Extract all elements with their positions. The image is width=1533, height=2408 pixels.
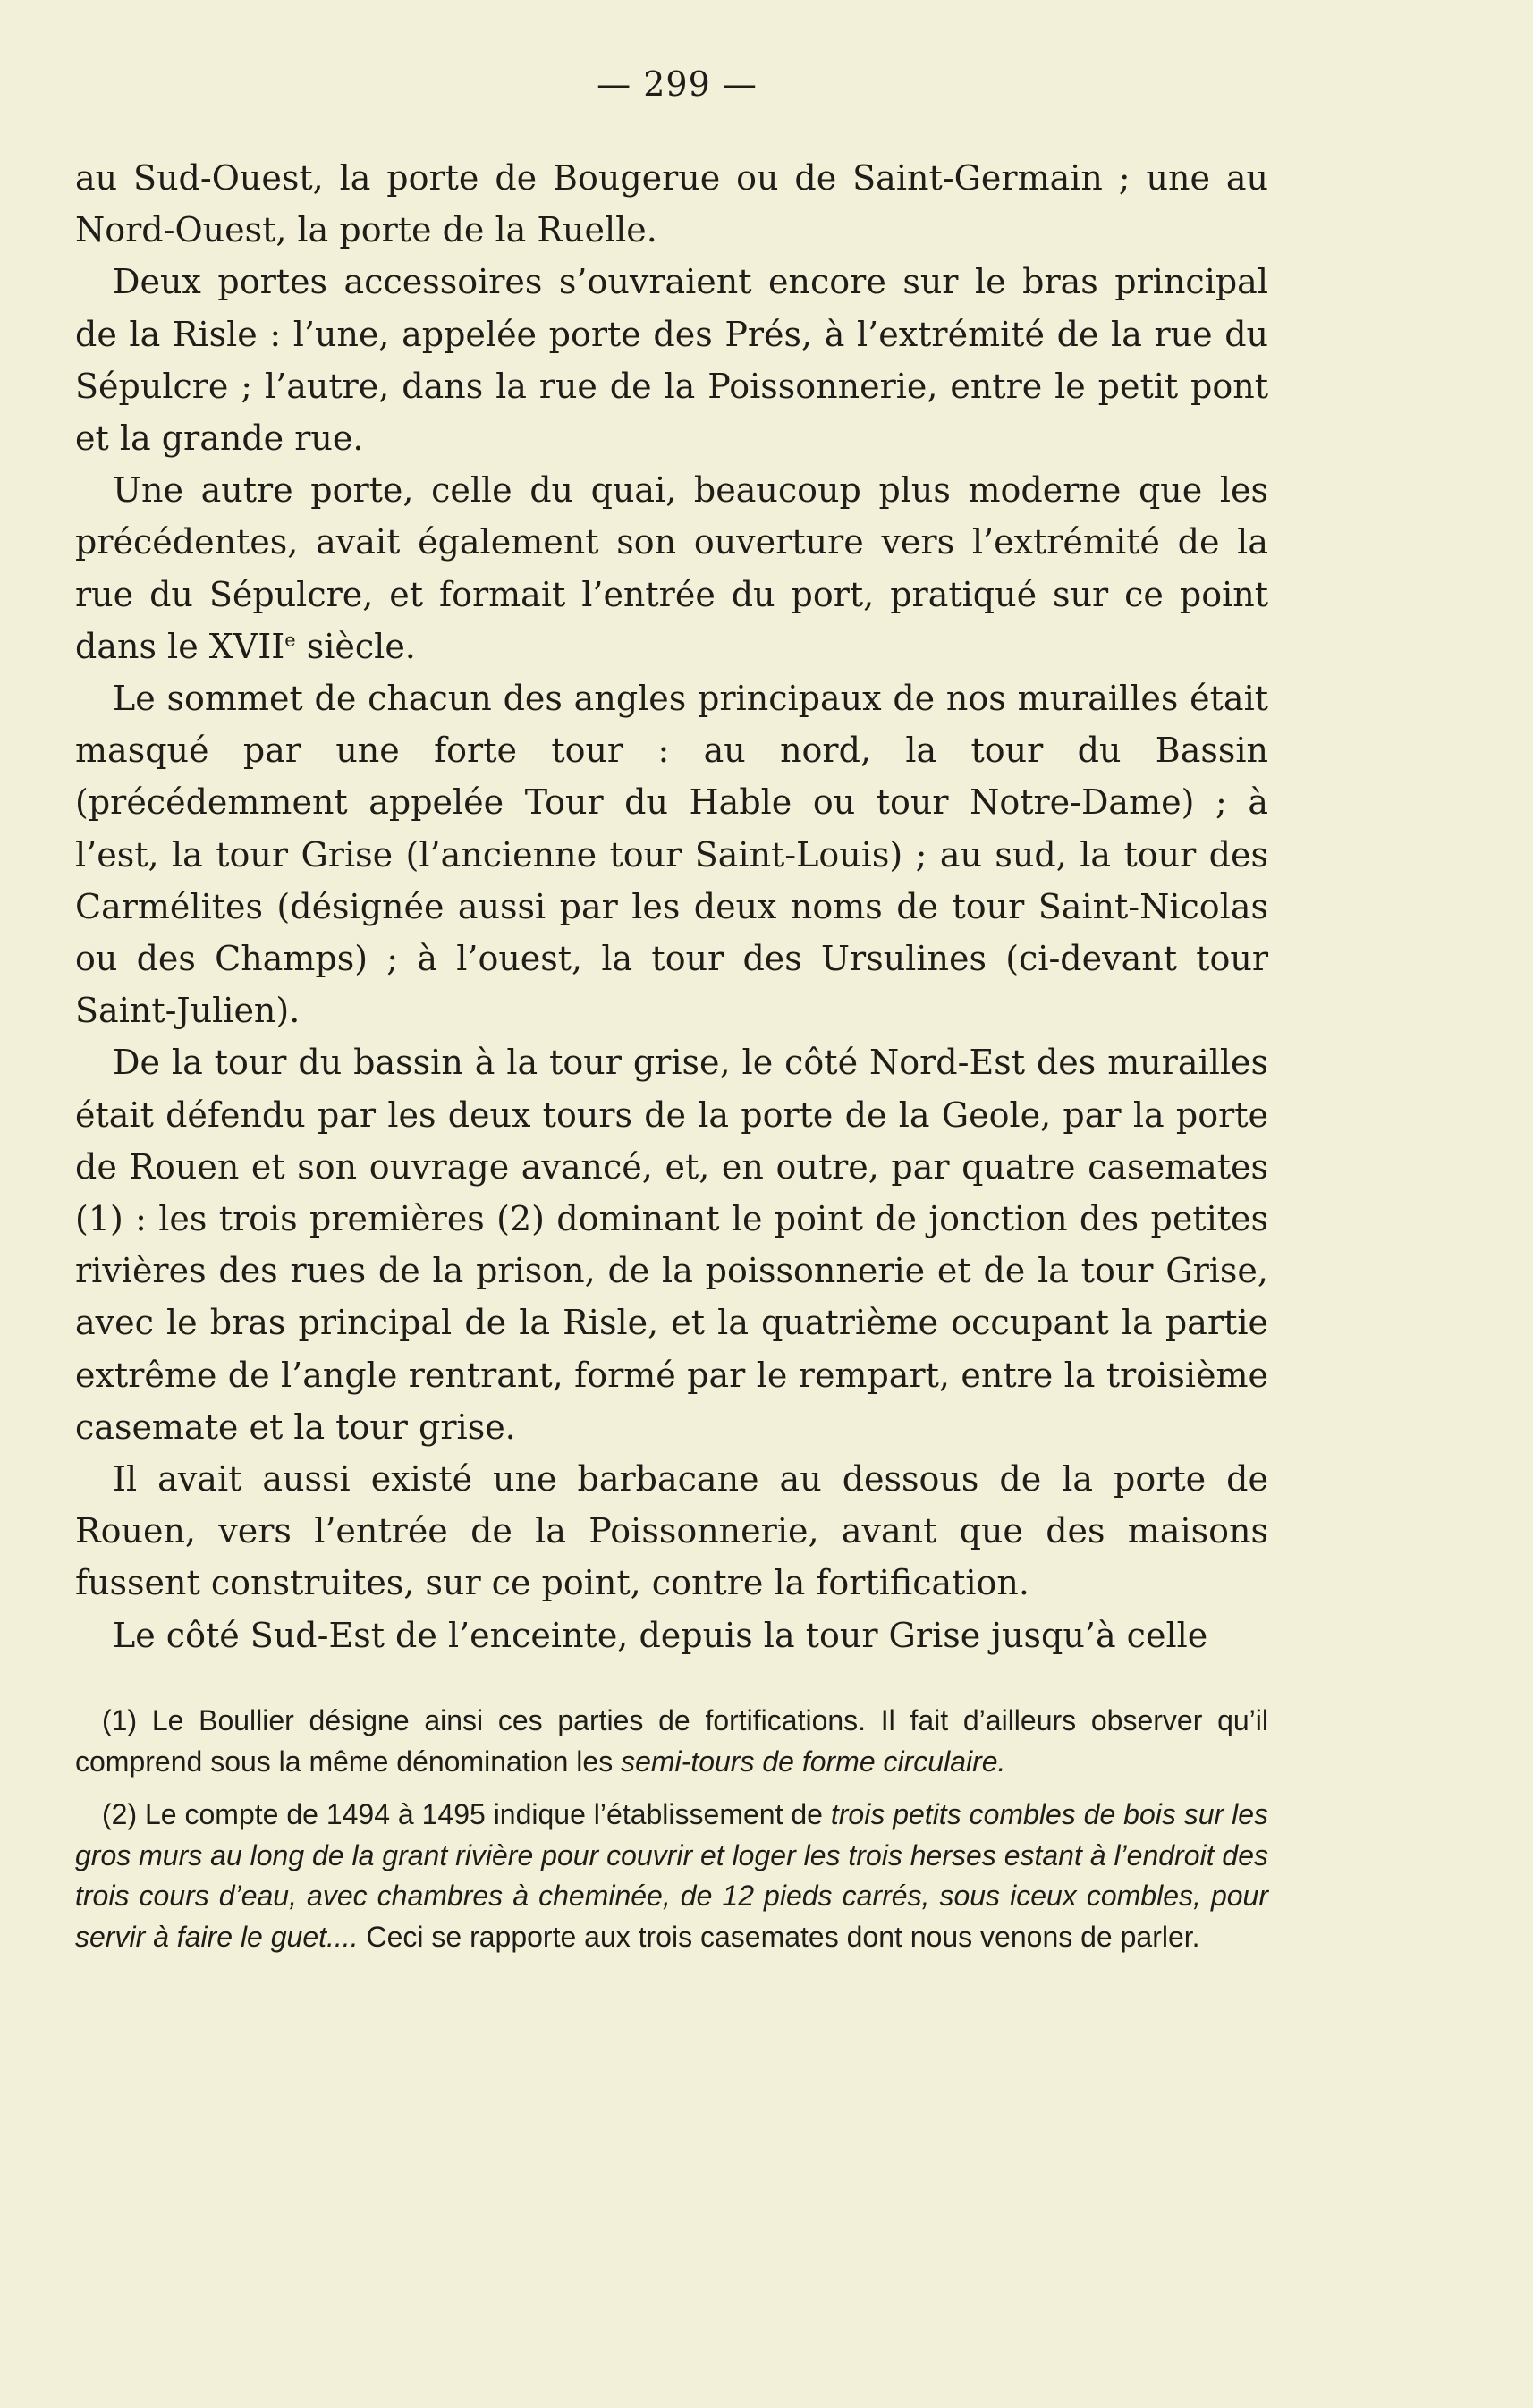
footnote-2-italic: trois petits combles de bois sur les gros murs au long de la grant rivière pour couvrir et loger les trois herses estant à l’endroit des trois cours d’eau, avec chambres à cheminée, de 12 pieds carrés, sous iceux combles, pour servir à faire le guet.... <box>75 1798 1269 1953</box>
footnote-2-tail: Ceci se rapporte aux trois casemates dont nous venons de parler. <box>358 1920 1200 1953</box>
footnotes <box>75 1701 1268 1970</box>
page-number: — 299 — <box>597 64 758 104</box>
footnote-1-italic: semi-tours de forme circulaire. <box>621 1745 1006 1778</box>
paragraph-6: Il avait aussi existé une barbacane au dessous de la porte de Rouen, vers l’entrée de la Poissonnerie, avant que des maisons fussent construites, sur ce point, contre la fortification. <box>75 1459 1268 1603</box>
footnote-1 <box>75 1701 1268 1782</box>
main-text <box>75 152 1268 1661</box>
footnote-2-text: (2) Le compte de 1494 à 1495 indique l’établissement de <box>102 1798 831 1830</box>
paragraph-2: Deux portes accessoires s’ouvraient encore sur le bras principal de la Risle : l’une, appelée porte des Prés, à l’extrémité de la rue du Sépulcre ; l’autre, dans la rue de la Poissonnerie, entre le petit pont et la grande rue. <box>75 262 1268 459</box>
paragraph-4: Le sommet de chacun des angles principaux de nos murailles était masqué par une forte tour : au nord, la tour du Bassin (précédemment appelée Tour du Hable ou tour Notre-Dame) ; à l’est, la tour Grise (l’ancienne tour Saint-Louis) ; au sud, la tour des Carmélites (désignée aussi par les deux noms de tour Saint-Nicolas ou des Champs) ; à l’ouest, la tour des Ursulines (ci-devant tour Saint-Julien). <box>75 679 1268 1031</box>
paragraph-5: De la tour du bassin à la tour grise, le côté Nord-Est des murailles était défendu par les deux tours de la porte de la Geole, par la porte de Rouen et son ouvrage avancé, et, en outre, par quatre casemates (1) : les trois premières (2) dominant le point de jonction des petites rivières des rues de la prison, de la poissonnerie et de la tour Grise, avec le bras principal de la Risle, et la quatrième occupant la partie extrême de l’angle rentrant, formé par le rempart, entre la troisième casemate et la tour grise. <box>75 1043 1268 1447</box>
footnote-1-text: (1) Le Boullier désigne ainsi ces parties de fortifications. Il fait d’ailleurs observer qu’il comprend sous la même dénomination les <box>75 1704 1268 1778</box>
century-superscript: e <box>284 629 296 651</box>
footnote-2 <box>75 1795 1268 1957</box>
paragraph-3-tail: siècle. <box>295 626 416 666</box>
paragraph-7: Le côté Sud-Est de l’enceinte, depuis la tour Grise jusqu’à celle <box>113 1615 1208 1655</box>
paragraph-1: au Sud-Ouest, la porte de Bougerue ou de Saint-Germain ; une au Nord-Ouest, la porte de la Ruelle. <box>75 158 1268 250</box>
paragraph-3-text: Une autre porte, celle du quai, beaucoup plus moderne que les précédentes, avait également son ouverture vers l’extrémité de la rue du Sépulcre, et formait l’entrée du port, pratiqué sur ce point dans le XVII <box>75 470 1268 666</box>
paragraph-3 <box>75 464 1268 672</box>
